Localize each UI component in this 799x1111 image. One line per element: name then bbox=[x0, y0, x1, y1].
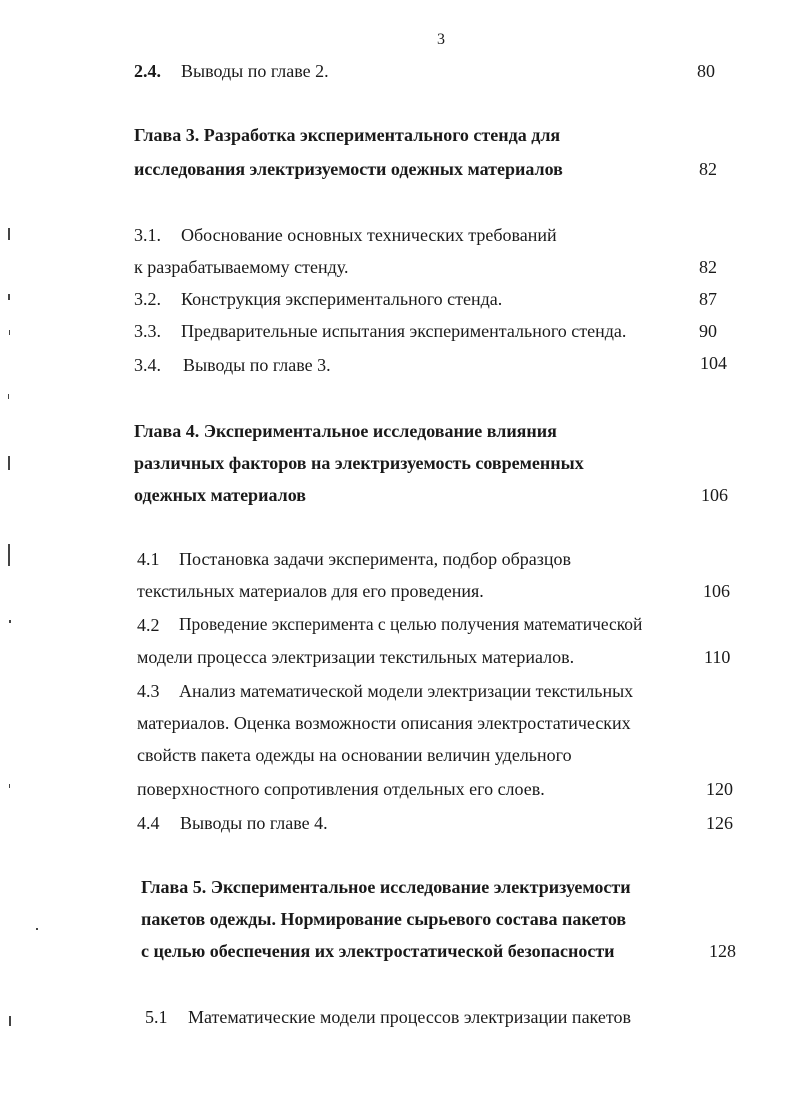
toc-item-title: к разрабатываемому стенду. bbox=[134, 257, 349, 277]
toc-item-title: Математические модели процессов электризации пакетов bbox=[188, 1007, 631, 1027]
scan-mark bbox=[9, 784, 10, 788]
toc-page-number: 110 bbox=[704, 647, 731, 667]
toc-item-title: Выводы по главе 4. bbox=[180, 813, 328, 833]
toc-item-number: 4.1 bbox=[137, 549, 160, 569]
scan-mark bbox=[8, 228, 10, 240]
chapter-heading: с целью обеспечения их электростатической безопасности bbox=[141, 941, 615, 961]
toc-item-title: Постановка задачи эксперимента, подбор образцов bbox=[179, 549, 571, 569]
toc-item-number: 2.4. bbox=[134, 61, 161, 81]
toc-page-number: 104 bbox=[700, 353, 727, 373]
scan-mark bbox=[9, 1016, 11, 1026]
toc-page-number: 90 bbox=[699, 321, 717, 341]
toc-item-title: Проведение эксперимента с целью получения математической bbox=[179, 614, 643, 634]
toc-item-number: 3.1. bbox=[134, 225, 161, 245]
chapter-heading: Глава 4. Экспериментальное исследование влияния bbox=[134, 421, 557, 441]
toc-page-number: 80 bbox=[697, 61, 715, 81]
toc-page-number: 128 bbox=[709, 941, 736, 961]
toc-item-number: 3.3. bbox=[134, 321, 161, 341]
toc-item-title: Обоснование основных технических требований bbox=[181, 225, 557, 245]
page-number: 3 bbox=[437, 31, 445, 48]
scan-mark bbox=[36, 928, 38, 930]
toc-item-title: текстильных материалов для его проведения. bbox=[137, 581, 484, 601]
chapter-heading: различных факторов на электризуемость современных bbox=[134, 453, 584, 473]
toc-item-number: 5.1 bbox=[145, 1007, 168, 1027]
toc-item-number: 3.4. bbox=[134, 355, 161, 375]
scan-mark bbox=[8, 456, 10, 470]
toc-page-number: 120 bbox=[706, 779, 733, 799]
toc-item-number: 4.2 bbox=[137, 615, 160, 635]
toc-item-title: поверхностного сопротивления отдельных его слоев. bbox=[137, 779, 545, 799]
toc-page-number: 82 bbox=[699, 159, 717, 179]
chapter-heading: Глава 3. Разработка экспериментального стенда для bbox=[134, 125, 561, 145]
chapter-heading: исследования электризуемости одежных материалов bbox=[134, 159, 563, 179]
scan-mark bbox=[8, 294, 10, 300]
toc-item-title: свойств пакета одежды на основании величин удельного bbox=[137, 745, 572, 765]
toc-item-title: Предварительные испытания экспериментального стенда. bbox=[181, 321, 627, 341]
toc-item-number: 4.3 bbox=[137, 681, 160, 701]
chapter-heading: одежных материалов bbox=[134, 485, 306, 505]
toc-item-title: материалов. Оценка возможности описания электростатических bbox=[137, 713, 631, 733]
toc-page-number: 82 bbox=[699, 257, 717, 277]
toc-item-title: модели процесса электризации текстильных материалов. bbox=[137, 647, 575, 667]
chapter-heading: Глава 5. Экспериментальное исследование электризуемости bbox=[141, 877, 631, 897]
scan-mark bbox=[9, 330, 10, 335]
toc-item-number: 3.2. bbox=[134, 289, 161, 309]
scan-mark bbox=[8, 544, 10, 566]
toc-item-number: 4.4 bbox=[137, 813, 160, 833]
toc-page-number: 106 bbox=[701, 485, 728, 505]
toc-item-title: Выводы по главе 2. bbox=[181, 61, 329, 81]
toc-item-title: Выводы по главе 3. bbox=[183, 355, 331, 375]
toc-page-number: 87 bbox=[699, 289, 717, 309]
toc-page-number: 126 bbox=[706, 813, 733, 833]
scan-mark bbox=[8, 394, 9, 399]
toc-item-title: Конструкция экспериментального стенда. bbox=[181, 289, 503, 309]
toc-item-title: Анализ математической модели электризации текстильных bbox=[179, 681, 634, 701]
toc-page-number: 106 bbox=[703, 581, 730, 601]
chapter-heading: пакетов одежды. Нормирование сырьевого состава пакетов bbox=[141, 909, 627, 929]
scan-mark bbox=[9, 620, 11, 623]
